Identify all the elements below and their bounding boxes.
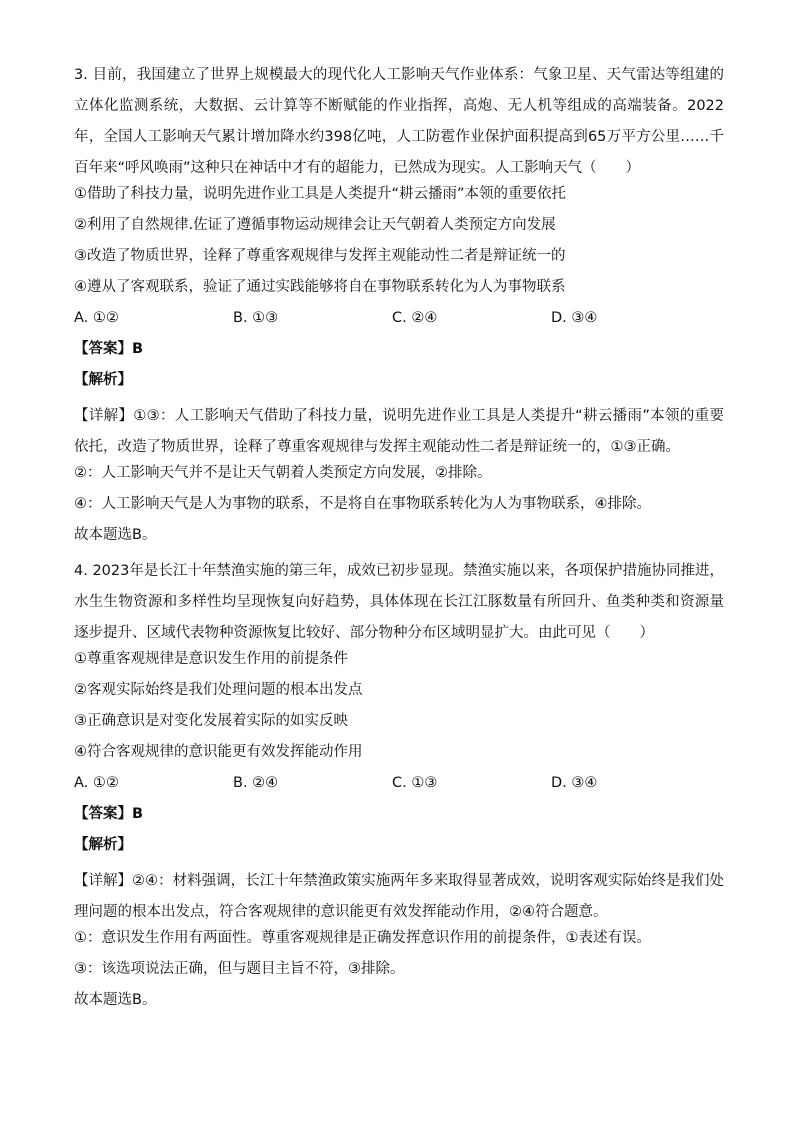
document-page bbox=[74, 60, 724, 1021]
answer-options bbox=[74, 773, 724, 804]
note-line: ④：人工影响天气是人为事物的联系，不是将自在事物联系转化为人为事物联系，④排除。 bbox=[74, 496, 651, 512]
note-line: ③：该选项说法正确，但与题目主旨不符，③排除。 bbox=[74, 961, 405, 977]
question-stem: 3. 目前，我国建立了世界上规模最大的现代化人工影响天气作业体系：气象卫星、天气雷达等组建的立体化监测系统，大数据、云计算等不断赋能的作业指挥，高炮、无人机等组成的高端装备。2022年，全国人工影响天气累计增加降水约398亿吨，人工防雹作业保护面积提高到65万平方公里……千百年来“呼风唤雨”这种只在神话中才有的超能力，已然成为现实。人工影响天气（ ） bbox=[74, 67, 724, 176]
option-c: C. ②④ bbox=[392, 310, 438, 326]
option-c: C. ①③ bbox=[392, 775, 438, 791]
conclusion-line: 故本题选B。 bbox=[74, 527, 157, 543]
question-4 bbox=[74, 556, 724, 1021]
option-b: B. ①③ bbox=[233, 310, 279, 326]
detail-text: 【详解】②④：材料强调，长江十年禁渔政策实施两年多来取得显著成效，说明客观实际始终是我们处理问题的根本出发点，符合客观规律的意识能更有效发挥能动作用，②④符合题意。 bbox=[74, 873, 724, 920]
statement-item: ①尊重客观规律是意识发生作用的前提条件 bbox=[74, 651, 348, 667]
option-a: A. ①② bbox=[74, 310, 119, 326]
answer-options bbox=[74, 308, 724, 339]
question-3 bbox=[74, 60, 724, 556]
question-stem: 4. 2023年是长江十年禁渔实施的第三年，成效已初步显现。禁渔实施以来，各项保护措施协同推进，水生生物资源和多样性均呈现恢复向好趋势，具体体现在长江江豚数量有所回升、鱼类种类和资源量逐步提升、区域代表物种资源恢复比较好、部分物种分布区域明显扩大。由此可见（ ） bbox=[74, 563, 724, 641]
statement-item: ③正确意识是对变化发展着实际的如实反映 bbox=[74, 713, 348, 729]
statement-item: ②客观实际始终是我们处理问题的根本出发点 bbox=[74, 682, 363, 698]
answer-label: 【答案】B bbox=[74, 806, 144, 822]
option-d: D. ③④ bbox=[551, 310, 598, 326]
statement-item: ①借助了科技力量，说明先进作业工具是人类提升“耕云播雨”本领的重要依托 bbox=[74, 186, 567, 202]
option-a: A. ①② bbox=[74, 775, 119, 791]
detail-text: 【详解】①③：人工影响天气借助了科技力量，说明先进作业工具是人类提升“耕云播雨”本领的重要依托，改造了物质世界，诠释了尊重客观规律与发挥主观能动性二者是辩证统一的，①③正确。 bbox=[74, 408, 724, 455]
statement-item: ③改造了物质世界，诠释了尊重客观规律与发挥主观能动性二者是辩证统一的 bbox=[74, 248, 566, 264]
answer-label: 【答案】B bbox=[74, 341, 144, 357]
option-b: B. ②④ bbox=[233, 775, 279, 791]
conclusion-line: 故本题选B。 bbox=[74, 992, 157, 1008]
analysis-label: 【解析】 bbox=[74, 372, 132, 388]
statement-item: ④遵从了客观联系，验证了通过实践能够将自在事物联系转化为人为事物联系 bbox=[74, 279, 566, 295]
statement-item: ④符合客观规律的意识能更有效发挥能动作用 bbox=[74, 744, 363, 760]
note-line: ②：人工影响天气并不是让天气朝着人类预定方向发展，②排除。 bbox=[74, 465, 492, 481]
option-d: D. ③④ bbox=[551, 775, 598, 791]
statement-item: ②利用了自然规律.佐证了遵循事物运动规律会让天气朝着人类预定方向发展 bbox=[74, 217, 556, 233]
analysis-label: 【解析】 bbox=[74, 837, 132, 853]
note-line: ①：意识发生作用有两面性。尊重客观规律是正确发挥意识作用的前提条件，①表述有误。 bbox=[74, 930, 651, 946]
